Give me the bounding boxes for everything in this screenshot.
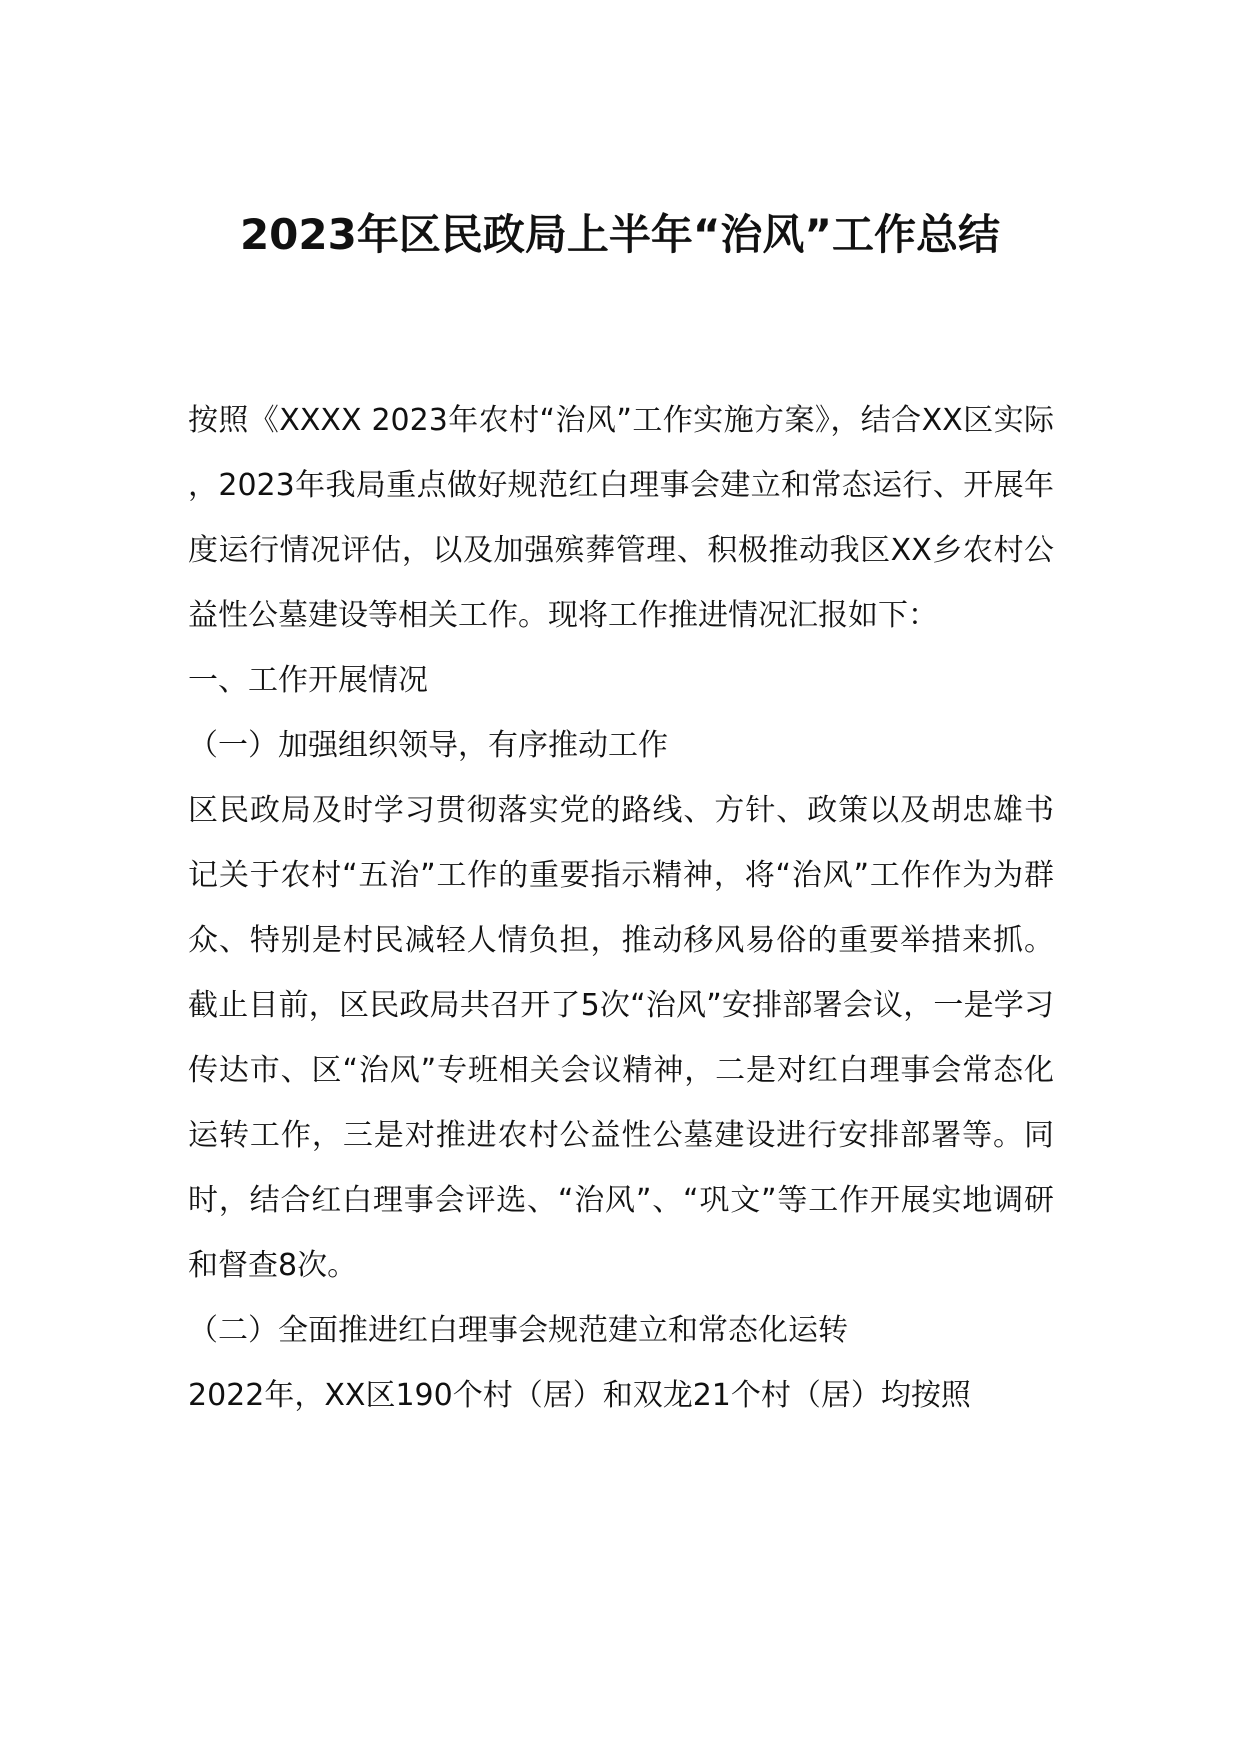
section-heading-1: 一、工作开展情况 [188,663,428,698]
document-title: 2023年区民政局上半年“治风”工作总结 [239,210,1001,259]
subsection-heading-2: （二）全面推进红白理事会规范建立和常态化运转 [188,1313,848,1348]
subsection-heading-1: （一）加强组织领导，有序推动工作 [188,728,668,763]
document-body [188,388,1054,1428]
intro-paragraph: 按照《XXXX 2023年农村“治风”工作实施方案》，结合XX区实际，2023年我局重点做好规范红白理事会建立和常态运行、开展年度运行情况评估，以及加强殡葬管理、积极推动我区XX乡农村公益性公墓建设等相关工作。现将工作推进情况汇报如下： [188,403,1054,633]
subsection-1-paragraph: 区民政局及时学习贯彻落实党的路线、方针、政策以及胡忠雄书记关于农村“五治”工作的重要指示精神，将“治风”工作作为为群众、特别是村民减轻人情负担，推动移风易俗的重要举措来抓。截止目前，区民政局共召开了5次“治风”安排部署会议，一是学习传达市、区“治风”专班相关会议精神，二是对红白理事会常态化运转工作，三是对推进农村公益性公墓建设进行安排部署等。同时，结合红白理事会评选、“治风”、“巩文”等工作开展实地调研和督查8次。 [188,793,1054,1283]
subsection-2-paragraph: 2022年，XX区190个村（居）和双龙21个村（居）均按照 [188,1378,971,1413]
